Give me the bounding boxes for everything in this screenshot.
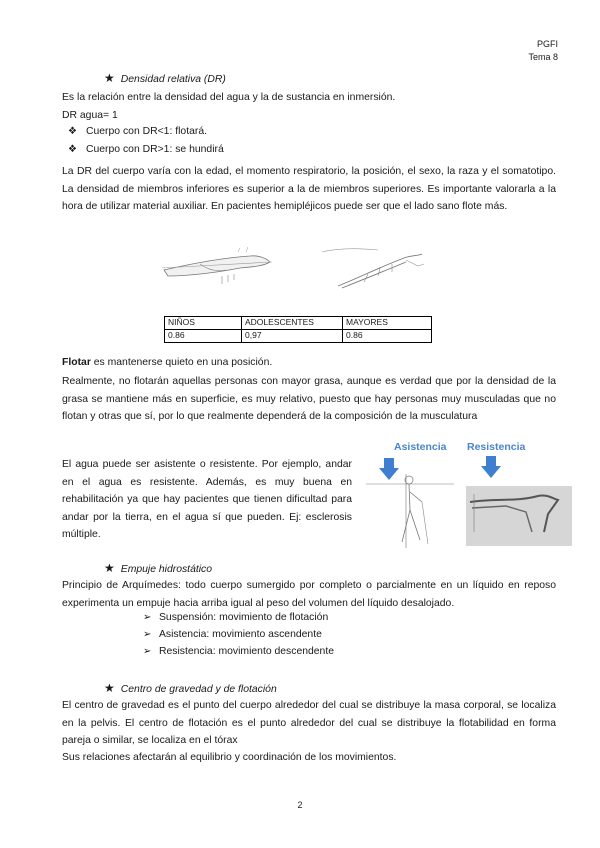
empuje-item: ➢ Asistencia: movimiento ascendente bbox=[143, 629, 322, 640]
flotar-paragraph: Realmente, no flotarán aquellas personas con mayor grasa, aunque es verdad que por la densidad de la grasa se mantiene más en superficie, es muy relativo, puesto que hay personas muy musculadas que no flotan y otras que sí, por lo que realmente dependerá de la composición de la musculatura bbox=[62, 376, 556, 422]
star-icon: ★ bbox=[104, 561, 115, 575]
table-header-cell: MAYORES bbox=[343, 317, 432, 330]
section-title-densidad: ★ Densidad relativa (DR) bbox=[104, 71, 226, 85]
table-row bbox=[165, 330, 432, 343]
arrow-bullet-icon: ➢ bbox=[143, 629, 152, 640]
flotar-term: Flotar bbox=[62, 357, 91, 368]
page-number: 2 bbox=[297, 800, 303, 810]
resistance-illustration bbox=[466, 456, 574, 548]
star-icon: ★ bbox=[104, 681, 115, 695]
density-table bbox=[164, 316, 432, 343]
dr-agua: DR agua= 1 bbox=[62, 110, 118, 121]
bullet-item: ❖ Cuerpo con DR<1: flotará. bbox=[68, 126, 207, 137]
gravedad-closing: Sus relaciones afectarán al equilibrio y coordinación de los movimientos. bbox=[62, 752, 397, 763]
empuje-item: ➢ Resistencia: movimiento descendente bbox=[143, 646, 335, 657]
empuje-item: ➢ Suspensión: movimiento de flotación bbox=[143, 612, 329, 623]
empuje-paragraph: Principio de Arquímedes: todo cuerpo sumergido por completo o parcialmente en un líquido en reposo experimenta un empuje hacia arriba igual al peso del volumen del líquido desalojado. bbox=[62, 580, 556, 609]
table-cell: 0.86 bbox=[343, 330, 432, 343]
table-header-cell: ADOLESCENTES bbox=[242, 317, 343, 330]
diamond-bullet-icon: ❖ bbox=[68, 126, 77, 137]
label-resistencia: Resistencia bbox=[467, 441, 526, 453]
agua-paragraph: El agua puede ser asistente o resistente. Por ejemplo, andar en el agua es resistente. Además, es muy buena en rehabilitación ya que hay pacientes que tienen dificultad para andar por la tierra, en el agua sí que pueden. Ej: esclerosis múltiple. bbox=[62, 459, 352, 540]
floating-body-illustration bbox=[160, 244, 275, 290]
arrow-bullet-icon: ➢ bbox=[143, 612, 152, 623]
gravedad-paragraph: El centro de gravedad es el punto del cuerpo alrededor del cual se distribuye la masa corporal, se localiza en la pelvis. El centro de flotación es el punto alrededor del cual se distribuye la flotabilidad en forma pareja o similar, se localiza en el tórax bbox=[62, 700, 556, 746]
down-arrow-icon bbox=[481, 456, 501, 478]
section-title-empuje: ★ Empuje hidrostático bbox=[104, 561, 213, 575]
table-header-row bbox=[165, 317, 432, 330]
flotar-definition: Flotar es mantenerse quieto en una posición. bbox=[62, 357, 273, 368]
table-header-cell: NIÑOS bbox=[165, 317, 242, 330]
header-topic: Tema 8 bbox=[528, 52, 558, 62]
down-arrow-icon bbox=[379, 458, 399, 480]
assistance-walking-illustration bbox=[366, 456, 454, 552]
table-cell: 0.86 bbox=[165, 330, 242, 343]
table-cell: 0,97 bbox=[242, 330, 343, 343]
section-title-gravedad: ★ Centro de gravedad y de flotación bbox=[104, 681, 277, 695]
diamond-bullet-icon: ❖ bbox=[68, 144, 77, 155]
header-subject: PGFI bbox=[536, 39, 558, 49]
body-floating-diagonal-illustration bbox=[318, 244, 428, 292]
densidad-paragraph: La DR del cuerpo varía con la edad, el momento respiratorio, la posición, el sexo, la raza y el somatotipo. La densidad de miembros inferiores es superior a la de miembros superiores. Es importante valorarla a la hora de utilizar material auxiliar. En pacientes hemipléjicos puede ser que el lado sano flote más. bbox=[62, 166, 556, 212]
bullet-item: ❖ Cuerpo con DR>1: se hundirá bbox=[68, 144, 224, 155]
star-icon: ★ bbox=[104, 71, 115, 85]
densidad-intro: Es la relación entre la densidad del agua y la de sustancia en inmersión. bbox=[62, 92, 396, 103]
label-asistencia: Asistencia bbox=[394, 441, 447, 453]
arrow-bullet-icon: ➢ bbox=[143, 646, 152, 657]
